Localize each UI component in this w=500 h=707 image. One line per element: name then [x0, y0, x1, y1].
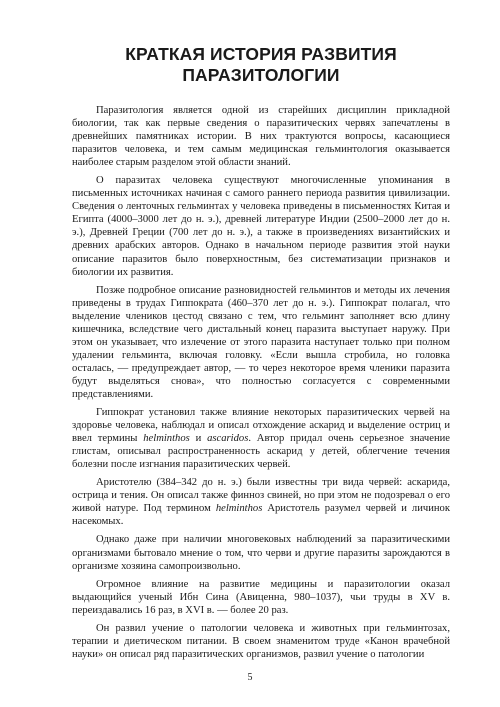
chapter-title-line-2: ПАРАЗИТОЛОГИИ	[182, 65, 340, 85]
chapter-title	[72, 44, 450, 86]
term-helminthos: helminthos	[143, 433, 190, 445]
term-ascaridos: ascaridos	[207, 433, 249, 445]
paragraph-4-text-b: и	[189, 433, 208, 445]
paragraph-4	[72, 406, 450, 471]
paragraph-3: Позже подробное описание разновидностей гельминтов и методы их лечения приведены в трудах Гиппократа (460–370 лет до н. э.). Гиппократ полагал, что выделение члеников цестод связано с тем, что гельминт заполняет всю длину кишечника, вследствие чего дистальный конец паразита выступает наружу. При этом он указывает, что излечение от этого паразита наступает только при полном удалении гельминта, включая головку. «Если вышла стробила, но головка осталась, — предупреждает автор, — то через некоторое время членики паразита будут выделяться снова», что полностью согласуется с современными представлениями.	[72, 284, 450, 400]
paragraph-4-text-a: Гиппократ установил также влияние некоторых паразитических червей на здоровье человека, наблюдал и описал отхождение аскарид и выделение остриц и ввел термины	[72, 407, 450, 445]
paragraph-7: Огромное влияние на развитие медицины и паразитологии оказал выдающийся ученый Ибн Сина (Авиценна, 980–1037), чьи труды в XV в. переиздавались 16 раз, в XVI в. — более 20 раз.	[72, 578, 450, 616]
paragraph-1: Паразитология является одной из старейших дисциплин прикладной биологии, так как первые сведения о паразитических червях запечатлены в древнейших памятниках истории. В них трактуются вопросы, касающиеся паразитов человека, и тем самым медицинская гельминтология оказывается наиболее старым разделом этой области знаний.	[72, 105, 450, 169]
paragraph-2: О паразитах человека существуют многочисленные упоминания в письменных источниках начиная с самого раннего периода развития цивилизации. Сведения о ленточных гельминтах у человека приведены в письменностях Китая и Египта (4000–3000 лет до н. э.), древней литературе Индии (2500–2000 лет до н. э.), Древней Греции (700 лет до н. э.), а также в произведениях византийских и древних арабских авторов. Однако в начальном периоде развития этой науки описание паразитов было поверхностным, без систематизации признаков и биологии их развития.	[72, 175, 450, 278]
chapter-title-line-1: КРАТКАЯ ИСТОРИЯ РАЗВИТИЯ	[125, 44, 397, 64]
paragraph-5	[72, 476, 450, 528]
paragraph-6: Однако даже при наличии многовековых наблюдений за паразитическими организмами бытовало мнение о том, что черви и другие паразиты зарождаются в организме хозяина самопроизвольно.	[72, 534, 450, 572]
paragraph-8: Он развил учение о патологии человека и животных при гельминтозах, терапии и диетическом питании. В своем знаменитом труде «Канон врачебной науки» он описал ряд паразитических организмов, развил учение о патологии	[72, 622, 450, 660]
paragraph-5-text-a: Аристотелю (384–342 до н. э.) были известны три вида червей: аскарида, острица и тения. Он описал также финноз свиней, но при этом не подозревал о его живой натуре. Под термином	[72, 477, 450, 515]
paragraph-5-text-b: Аристотель разумел червей и личинок насекомых.	[72, 503, 451, 528]
term-helminthos-2: helminthos	[215, 503, 263, 515]
paragraph-4-text-c: . Автор придал очень серьезное значение глистам, описывал распространенность аскарид у детей, облегчение течения болезни после изгнания паразитических червей.	[72, 433, 450, 471]
page-number: 5	[247, 672, 253, 683]
